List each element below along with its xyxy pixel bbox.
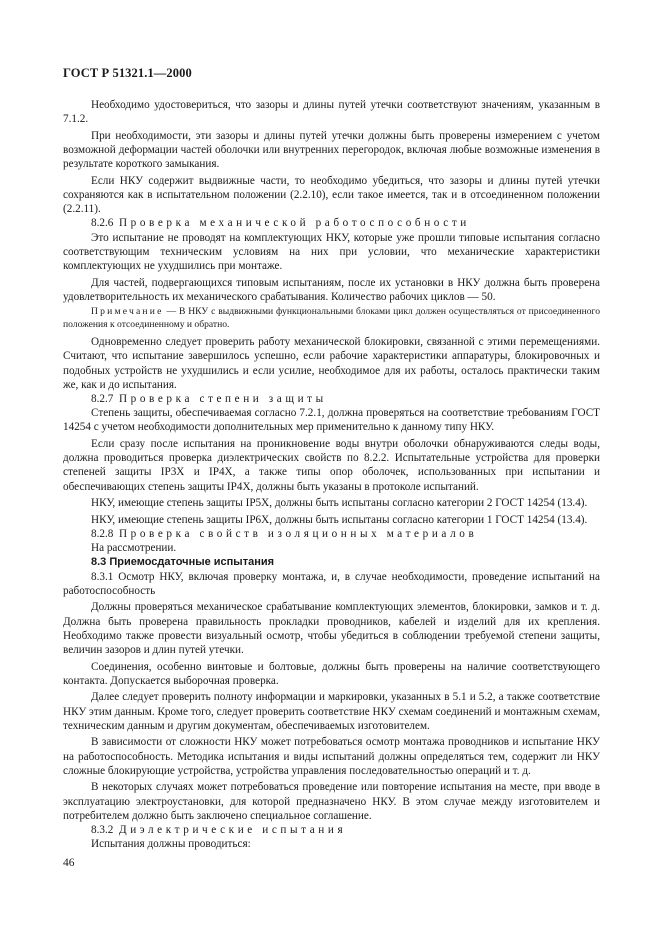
section-title: Проверка механической работоспособности — [118, 217, 470, 230]
section-number: 8.2.7 — [91, 393, 114, 406]
section-title: Проверка свойств изоляционных материалов — [118, 528, 478, 541]
document-body — [63, 98, 600, 854]
paragraph: Если НКУ содержит выдвижные части, то необходимо убедиться, что зазоры и длины путей утечки сохраняются как в испытательном положении (2.2.10), если такое имеется, так и в отсоединенном положении (2.2.11). — [63, 174, 600, 216]
section-heading-8-2-7 — [63, 392, 600, 406]
note-label: Примечание — [91, 306, 164, 318]
paragraph: Степень защиты, обеспечиваемая согласно 7.2.1, должна проверяться на соответствие требованиям ГОСТ 14254 с учетом необходимости дополнительных мер применительно к данному типу НКУ. — [63, 407, 600, 434]
page-number: 46 — [63, 857, 75, 869]
section-number: 8.3.2 — [91, 824, 114, 837]
paragraph: Далее следует проверить полноту информации и маркировки, указанных в 5.1 и 5.2, а также соответствие НКУ этим данным. Кроме того, следует проверить соответствие НКУ схемам соединений и монтажным схемам, техническим данным и другим документам, обеспечиваемых изготовителем. — [63, 691, 600, 732]
paragraph: В зависимости от сложности НКУ может потребоваться осмотр монтажа проводников и испытание НКУ на работоспособность. Методика испытания и виды испытаний должны определяться тем, содержит ли НКУ сложные блокирующие устройства, устройства управления последовательностью операций и т. д. — [63, 736, 600, 777]
paragraph: НКУ, имеющие степень защиты IP6X, должны быть испытаны согласно категории 1 ГОСТ 14254 (13.4). — [91, 513, 588, 526]
paragraph: Одновременно следует проверить работу механической блокировки, связанной с этими перемещениями. Считают, что испытание завершилось успешно, если рабочие характеристики аппаратуры, блокировочных и подобных устройств не ухудшились и если усилие, необходимое для их работы, осталось практически таким же, как и до испытания. — [63, 336, 600, 391]
section-heading-8-2-8 — [63, 527, 600, 541]
section-heading-8-3-2 — [63, 823, 600, 837]
paragraph: В некоторых случаях может потребоваться проведение или повторение испытания на месте, при вводе в эксплуатацию электроустановки, для которой предназначено НКУ. В этом случае между изготовителем и потребителем должно быть заключено специальное соглашение. — [63, 781, 600, 822]
section-heading-8-3: 8.3 Приемосдаточные испытания — [91, 556, 275, 569]
paragraph: Соединения, особенно винтовые и болтовые, должны быть проверены на наличие соответствующего контакта. Допускается выборочная проверка. — [63, 660, 600, 687]
paragraph: Если сразу после испытания на проникновение воды внутри оболочки обнаруживаются следы воды, должна проводиться проверка диэлектрических свойств по 8.2.2. Испытательные устройства для проверки степеней защиты IP3X и IP4X, а также типы опор оболочек, использованных при испытании и обеспечивающих степень защиты IP4X, должны быть указаны в протоколе испытаний. — [63, 438, 600, 493]
paragraph: Для частей, подвергающихся типовым испытаниям, после их установки в НКУ должна быть проверена удовлетворительность их механического срабатывания. Количество рабочих циклов — 50. — [63, 276, 600, 303]
section-heading-8-2-6 — [63, 216, 600, 230]
paragraph: Испытания должны проводиться: — [91, 838, 251, 851]
paragraph: При необходимости, эти зазоры и длины путей утечки должны быть проверены измерением с учетом возможной деформации частей оболочки или внутренних перегородок, включая любые возможные изменения в результате короткого замыкания. — [63, 129, 600, 171]
paragraph: Необходимо удостовериться, что зазоры и длины путей утечки соответствуют значениям, указанным в 7.1.2. — [63, 99, 600, 126]
section-number: 8.2.8 — [91, 528, 114, 541]
paragraph: На рассмотрении. — [91, 542, 177, 555]
section-title: Проверка степени защиты — [118, 393, 327, 406]
section-number: 8.2.6 — [91, 217, 114, 230]
paragraph: Это испытание не проводят на комплектующих НКУ, которые уже прошли типовые испытания согласно соответствующим техническим условиям на них при условии, что механические характеристики комплектующих не ухудшились при монтаже. — [63, 231, 600, 273]
paragraph: НКУ, имеющие степень защиты IP5X, должны быть испытаны согласно категории 2 ГОСТ 14254 (13.4). — [91, 497, 588, 510]
section-title: Диэлектрические испытания — [118, 824, 347, 837]
standard-header: ГОСТ Р 51321.1—2000 — [63, 66, 192, 80]
paragraph: Должны проверяться механическое срабатывание комплектующих элементов, блокировки, замков и т. д. Должна быть проверена правильность прокладки проводников, кабелей и изделий для их крепления. Необходимо также провести визуальный осмотр, чтобы убедиться в соблюдении требуемой степени защиты, величин зазоров и длин путей утечки. — [63, 601, 600, 657]
note-text: — В НКУ с выдвижными функциональными блоками цикл должен осуществляться от присоединенного положения к отсоединенному и обратно. — [63, 306, 600, 330]
note — [63, 306, 600, 331]
paragraph: 8.3.1 Осмотр НКУ, включая проверку монтажа, и, в случае необходимости, проведение испытаний на работоспособность — [63, 570, 600, 597]
